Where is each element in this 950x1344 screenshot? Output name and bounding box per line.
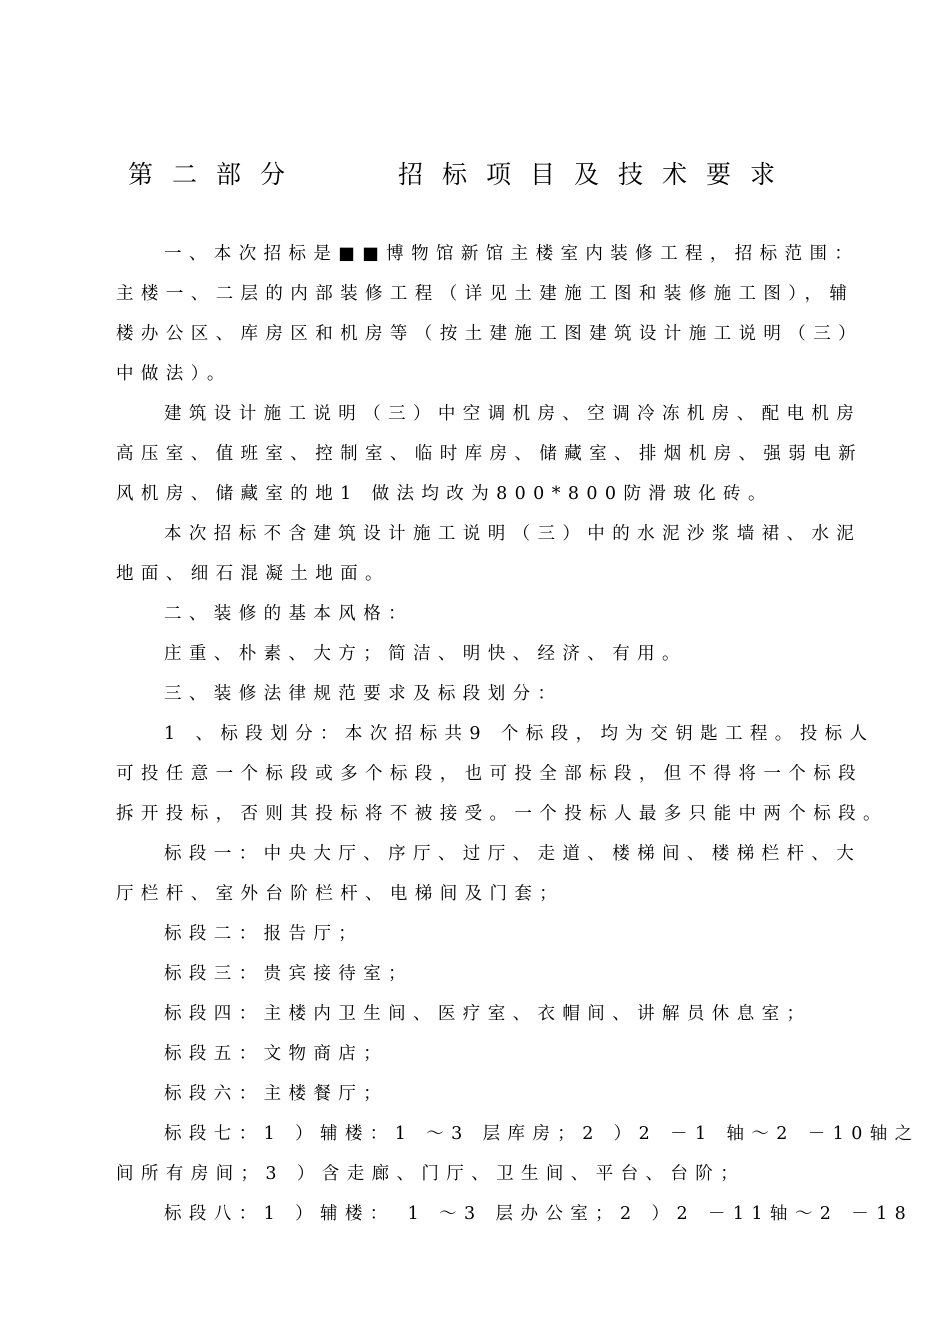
paragraph-line: 中做法）。	[116, 364, 232, 384]
paragraph-line: 厅栏杆、室外台阶栏杆、电梯间及门套；	[116, 884, 565, 904]
paragraph-line: 标段五：文物商店；	[164, 1044, 389, 1064]
paragraph-line: 可投任意一个标段或多个标段，也可投全部标段，但不得将一个标段	[116, 764, 863, 784]
paragraph-line: 地面、细石混凝土地面。	[116, 564, 390, 584]
paragraph-line: 一、本次招标是■■博物馆新馆主楼室内装修工程，招标范围：	[164, 244, 860, 264]
paragraph-line: 拆开投标，否则其投标将不被接受。一个投标人最多只能中两个标段。	[116, 804, 888, 824]
paragraph-line: 标段四：主楼内卫生间、医疗室、衣帽间、讲解员休息室；	[164, 1004, 812, 1024]
paragraph-line: 建筑设计施工说明（三）中空调机房、空调冷冻机房、配电机房	[164, 404, 862, 424]
section-title-part: 第二部分	[128, 160, 305, 189]
paragraph-line: 标段七：1 ）辅楼：1 ～3 层库房；2 ）2 －1 轴～2 －10轴之	[164, 1124, 920, 1144]
paragraph-line: 二、装修的基本风格：	[164, 604, 413, 624]
paragraph-line: 1 、标段划分：本次招标共9 个标段，均为交钥匙工程。投标人	[164, 724, 875, 744]
paragraph-line: 标段二：报告厅；	[164, 924, 364, 944]
paragraph-line: 标段一：中央大厅、序厅、过厅、走道、楼梯间、楼梯栏杆、大	[164, 844, 862, 864]
paragraph-line: 标段八：1 ）辅楼： 1 ～3 层办公室；2 ）2 －11轴～2 －18	[164, 1204, 914, 1224]
paragraph-line: 主楼一、二层的内部装修工程（详见土建施工图和装修施工图），辅	[116, 284, 855, 304]
paragraph-line: 风机房、储藏室的地1 做法均改为800*800防滑玻化砖。	[116, 484, 773, 504]
paragraph-line: 楼办公区、库房区和机房等（按土建施工图建筑设计施工说明（三）	[116, 324, 863, 344]
document-body	[116, 234, 920, 1234]
paragraph-line: 本次招标不含建筑设计施工说明（三）中的水泥沙浆墙裙、水泥	[164, 524, 862, 544]
paragraph-line: 标段六：主楼餐厅；	[164, 1084, 389, 1104]
paragraph-line: 高压室、值班室、控制室、临时库房、储藏室、排烟机房、强弱电新	[116, 444, 863, 464]
paragraph-line: 间所有房间；3 ）含走廊、门厅、卫生间、平台、台阶；	[116, 1164, 746, 1184]
paragraph-line: 三、装修法律规范要求及标段划分：	[164, 684, 563, 704]
paragraph-line: 标段三：贵宾接待室；	[164, 964, 413, 984]
paragraph-line: 庄重、朴素、大方；简洁、明快、经济、有用。	[164, 644, 687, 664]
section-title-heading: 招标项目及技术要求	[398, 160, 795, 189]
